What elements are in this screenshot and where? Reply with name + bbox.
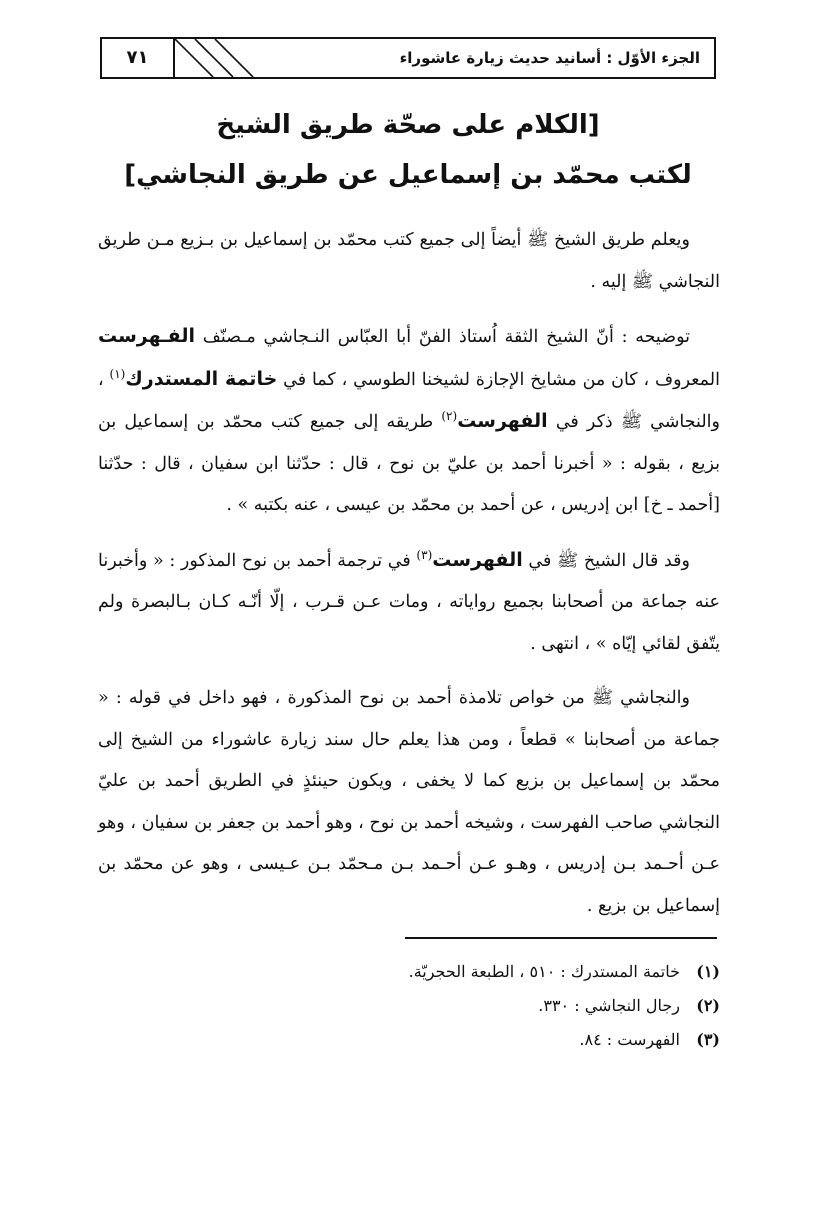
section-heading-line1: [الكلام على صحّة طريق الشيخ [216,110,600,140]
section-heading-line2: لكتب محمّد بن إسماعيل عن طريق النجاشي] [124,160,692,190]
book-title-fihrist: الفهرست [457,410,548,432]
paragraph-1: ويعلم طريق الشيخ ﷺ أيضاً إلى جميع كتب محمّد بن إسماعيل بن بـزيع مـن طريق النجاشي ﷺ إليه . [98,230,720,292]
footnote-ref-3[interactable]: (٣) [416,547,433,562]
footnote-ref-1[interactable]: (١) [109,366,126,381]
footnote-separator [405,937,717,939]
running-header [100,37,716,79]
footnote-ref-2[interactable]: (٢) [441,409,458,424]
footnote-2: (٢)رجال النجاشي : ٣٣٠. [538,996,720,1015]
page-number: ٧١ [126,47,149,68]
footnote-1: (١)خاتمة المستدرك : ٥١٠ ، الطبعة الحجريّة. [408,962,720,981]
book-title-mustadrak: خاتمة المستدرك [125,367,278,390]
header-ornament [175,39,270,77]
book-title-fihrist: الفهرست [432,548,523,571]
footnote-3: (٣)الفهرست : ٨٤. [579,1030,720,1049]
footnotes [100,955,720,1057]
header-divider [173,39,175,77]
book-title-fihrist: الفـهرست [98,325,195,347]
paragraph-3: وقد قال الشيخ ﷺ في الفهرست$^{(٣)}$ في ترجمة أحمد بن نوح المذكور : « وأخبرنا عنه جماعة من أصحابنا بجميع رواياته ، ومات عـن قـرب ، إلّا أنّـه كـان بـالبصرة ولم يتّفق لقائي إيّاه » ، انتهى . [98,547,720,654]
body-text [98,220,720,940]
header-title: الجزء الأوّل : أسانيد حديث زيارة عاشوراء [399,49,700,67]
paragraph-2: توضيحه : أنّ الشيخ الثقة اُستاذ الفنّ أبا العبّاس النـجاشي مـصنّف الفـهرست المعروف ، كان من مشايخ الإجازة لشيخنا الطوسي ، كما في خاتمة المستدرك$^{(١)}$ ، والنجاشي ﷺ ذكر في الفهرست$^{(٢)}$ طريقه إلى جميع كتب محمّد بن إسماعيل بن بزيع ، بقوله : « أخبرنا أحمد بن عليّ بن نوح ، قال : حدّثنا ابن سفيان ، قال : حدّثنا [أحمد ـ خ] ابن إدريس ، عن أحمد بن محمّد بن عيسى ، عنه بكتبه » . [98,325,720,515]
paragraph-4: والنجاشي ﷺ من خواص تلامذة أحمد بن نوح المذكورة ، فهو داخل في قوله : « جماعة من أصحابنا » قطعاً ، ومن هذا يعلم حال سند زيارة عاشوراء من الشيخ إلى محمّد بن إسماعيل بن بزيع كما لا يخفى ، ويكون حينئذٍ في الطريق أحمد بن عليّ النجاشي صاحب الفهرست ، وشيخه أحمد بن نوح ، وهو أحمد بن جعفر بن سفيان ، وهو عـن أحـمد بـن إدريس ، وهـو عـن أحـمد بـن مـحمّد بـن عـيسى ، وهو عن محمّد بن إسماعيل بن بزيع . [98,688,720,916]
